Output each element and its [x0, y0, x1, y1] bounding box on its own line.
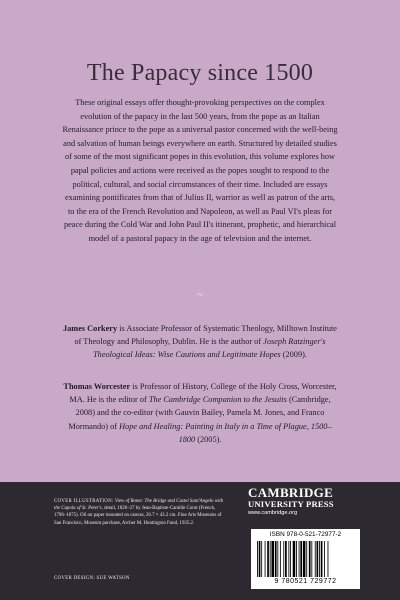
ornament-icon: ~: [197, 289, 203, 301]
barcode-bar: [277, 541, 278, 577]
barcode-bar: [280, 541, 281, 577]
publisher-press: UNIVERSITY PRESS: [248, 499, 334, 509]
barcode-panel: [251, 529, 360, 589]
book-reference: Hope and Healing: Painting in Italy in a Time of Plague, 1500–1800: [119, 421, 332, 444]
barcode-bar: [311, 541, 312, 577]
book-reference: Joseph Ratzinger's Theological Ideas: Wise Cautions and Legitimate Hopes: [93, 337, 326, 360]
barcode-bar: [288, 541, 289, 577]
publisher-url: www.cambridge.org: [248, 510, 298, 516]
barcode-bar: [257, 541, 258, 577]
barcode-bar: [299, 541, 300, 577]
publisher-logo: [248, 486, 358, 517]
credit-artwork: View of Rome: The Bridge and Castel Sant'Angelo with the Cupola of St. Peter's: [54, 499, 224, 512]
barcode-bar: [293, 541, 296, 577]
bio-text: (2009).: [280, 350, 307, 360]
bio-text: (Cambridge, 2008) and the co-editor (with Gauvin Bailey, Pamela M. Jones, and Franco Mormando) of: [68, 395, 331, 431]
barcode-icon: [255, 541, 356, 577]
barcode-bar: [259, 541, 261, 577]
barcode-bar: [296, 541, 297, 577]
barcode-bar: [315, 541, 316, 577]
credit-label: COVER ILLUSTRATION:: [54, 499, 114, 504]
cover-credits: [54, 498, 224, 581]
barcode-bar: [303, 541, 306, 577]
barcode-bar: [300, 541, 302, 577]
barcode-bar: [328, 541, 329, 577]
cover-design-credit: COVER DESIGN: SUE WATSON: [54, 576, 130, 581]
bio-text: (2005).: [195, 434, 222, 444]
barcode-bar: [306, 541, 307, 577]
bio-text: is Professor of History, College of the Holy Cross, Worcester, MA. He is the editor of: [69, 382, 337, 405]
author-name: Thomas Worcester: [63, 382, 131, 391]
book-description: These original essays offer thought-provoking perspectives on the complex evolution of the papacy in the last 500 years, from the pope as an Italian Renaissance prince to the pope as a universal pastor concerned with the well-being and salvation of human beings everywhere on earth. Structured by detailed studies of some of the most significant popes in this evolution, this volume explores how papal policies and actions were received as the popes sought to respond to the political, cultural, and social circumstances of their time. Included are essays examining pontificates from that of Julius II, warrior as well as patron of the arts, to the era of the French Revolution and Napoleon, as well as Paul VI's pleas for peace during the Cold War and John Paul II's itinerant, prophetic, and hierarchical model of a pastoral papacy in the age of television and the internet.: [62, 98, 338, 243]
barcode-number: 9 780521 729772: [274, 578, 337, 585]
barcode-bar: [275, 541, 277, 577]
book-title: The Papacy since 1500: [86, 60, 314, 86]
barcode-bar: [261, 541, 262, 577]
author-name: James Corkery: [62, 324, 118, 333]
barcode-bar: [267, 541, 269, 577]
author-bio-worcester: [62, 380, 338, 446]
book-reference: The Cambridge Companion to the Jesuits: [148, 395, 287, 405]
isbn-number: ISBN 978-0-521-72977-2: [269, 531, 342, 538]
credit-details: , detail, 1826–27 by Jean-Baptiste-Camille Corot (French, 1796–1875). Oil on paper mounted on canvas, 26.7 × 43.2 cm. Fine Arts Museums of San Francisco, Museum purchase, Archer M. Huntington Fund, 1935.2.: [54, 506, 222, 526]
barcode-bar: [283, 541, 284, 577]
barcode-bar: [270, 541, 271, 577]
barcode-bar: [265, 541, 266, 577]
barcode-bar: [309, 541, 311, 577]
barcode-bar: [317, 541, 319, 577]
publisher-name: CAMBRIDGE: [248, 485, 334, 500]
bio-text: is Associate Professor of Systematic Theology, Milltown Institute of Theology and Philosophy, Dublin. He is the author of: [74, 324, 337, 347]
barcode-bar: [321, 541, 323, 577]
barcode-bar: [271, 541, 274, 577]
barcode-bar: [319, 541, 320, 577]
barcode-bar: [290, 541, 291, 577]
author-bio-corkery: [62, 322, 338, 362]
barcode-bar: [285, 541, 287, 577]
barcode-bar: [324, 541, 325, 577]
